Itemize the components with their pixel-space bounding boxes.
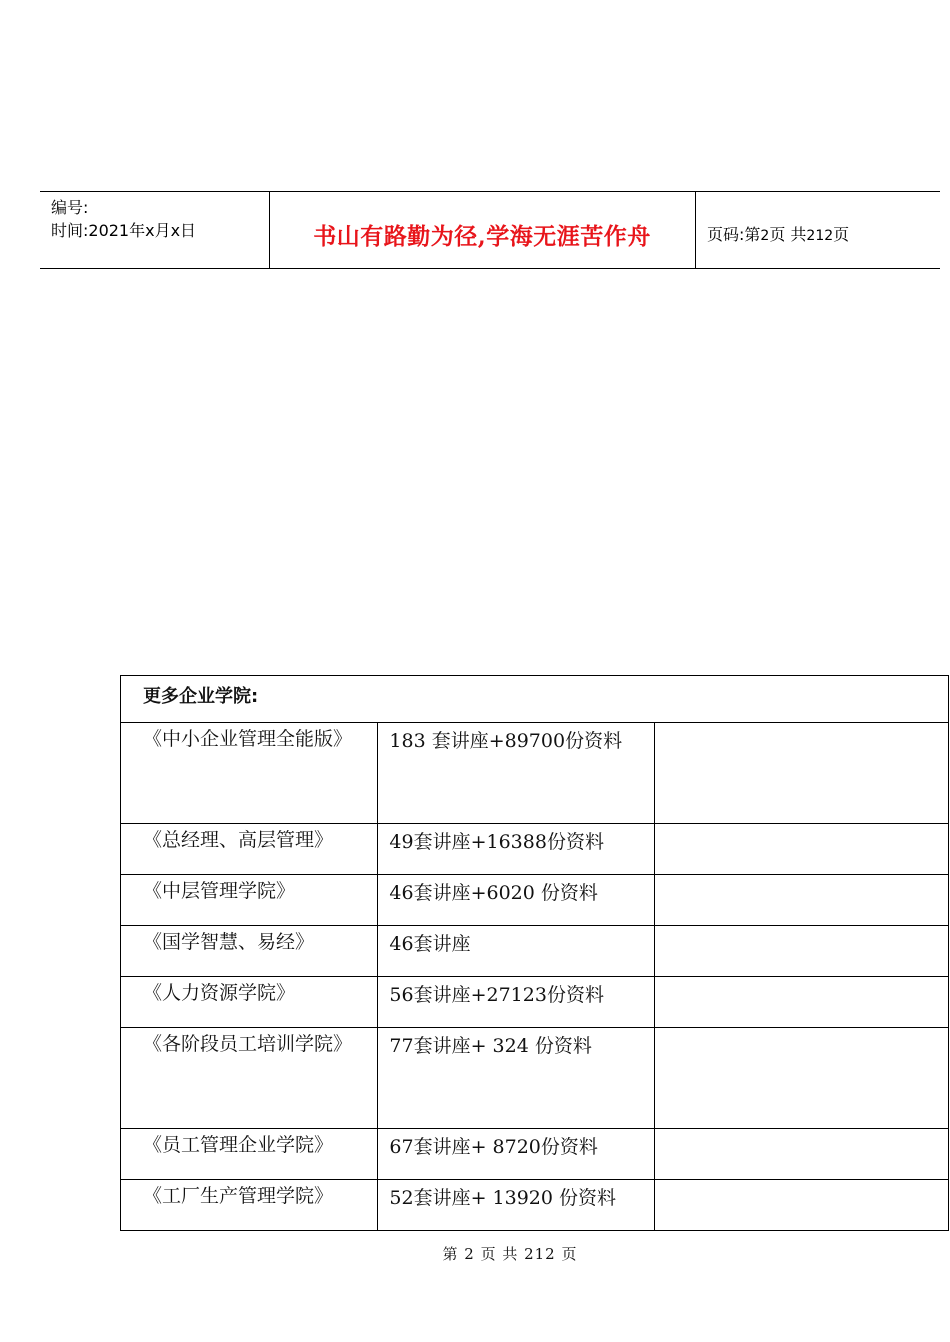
row-info: 52套讲座+ 13920 份资料 <box>389 1187 617 1209</box>
row-info: 67套讲座+ 8720份资料 <box>389 1136 598 1158</box>
table-row <box>121 723 949 824</box>
row-extra-cell <box>654 926 948 977</box>
row-name-cell <box>121 723 378 824</box>
row-extra-cell <box>654 723 948 824</box>
page-mid: 页 共 <box>769 225 807 244</box>
page-number-label <box>707 222 849 245</box>
row-name: 《各阶段员工培训学院》 <box>143 1033 353 1055</box>
academy-table <box>120 675 949 1231</box>
row-info-cell <box>378 1180 654 1231</box>
row-extra-cell <box>654 824 948 875</box>
page-suffix: 页 <box>833 225 850 244</box>
motto-text: 书山有路勤为径,学海无涯苦作舟 <box>313 223 651 250</box>
row-info: 49套讲座+16388份资料 <box>389 831 604 853</box>
row-extra-cell <box>654 977 948 1028</box>
row-info-cell <box>378 723 654 824</box>
row-info-cell <box>378 824 654 875</box>
row-name: 《总经理、高层管理》 <box>143 829 334 851</box>
row-info-cell <box>378 1028 654 1129</box>
row-name-cell <box>121 1180 378 1231</box>
row-extra-cell <box>654 875 948 926</box>
row-info: 77套讲座+ 324 份资料 <box>389 1035 592 1057</box>
row-name: 《工厂生产管理学院》 <box>143 1185 334 1207</box>
code-label: 编号: <box>51 198 89 217</box>
row-name: 《中层管理学院》 <box>143 880 296 902</box>
row-name-cell <box>121 1028 378 1129</box>
row-name: 《中小企业管理全能版》 <box>143 728 353 750</box>
table-title: 更多企业学院: <box>121 676 949 723</box>
header-left-cell <box>40 192 270 268</box>
row-info: 46套讲座 <box>389 933 471 955</box>
row-info: 46套讲座+6020 份资料 <box>389 882 598 904</box>
row-name: 《员工管理企业学院》 <box>143 1134 334 1156</box>
row-name: 《人力资源学院》 <box>143 982 296 1004</box>
row-info-cell <box>378 1129 654 1180</box>
header-right-cell <box>695 192 940 268</box>
page-prefix: 页码:第 <box>707 225 761 244</box>
time-label: 时间:2021年x月x日 <box>51 221 197 240</box>
page-header <box>40 191 940 269</box>
row-extra-cell <box>654 1028 948 1129</box>
row-info-cell <box>378 977 654 1028</box>
row-name: 《国学智慧、易经》 <box>143 931 315 953</box>
footer-page-number: 第 2 页 共 212 页 <box>442 1245 578 1263</box>
header-middle-cell <box>269 192 696 268</box>
row-info: 56套讲座+27123份资料 <box>389 984 604 1006</box>
table-row <box>121 1180 949 1231</box>
row-extra-cell <box>654 1129 948 1180</box>
row-info: 183 套讲座+89700份资料 <box>389 730 623 752</box>
page-current: 2 <box>760 228 770 244</box>
row-info-cell <box>378 926 654 977</box>
page-total: 212 <box>806 228 834 244</box>
table-row <box>121 1028 949 1129</box>
row-extra-cell <box>654 1180 948 1231</box>
row-info-cell <box>378 875 654 926</box>
page-footer <box>0 1243 950 1264</box>
